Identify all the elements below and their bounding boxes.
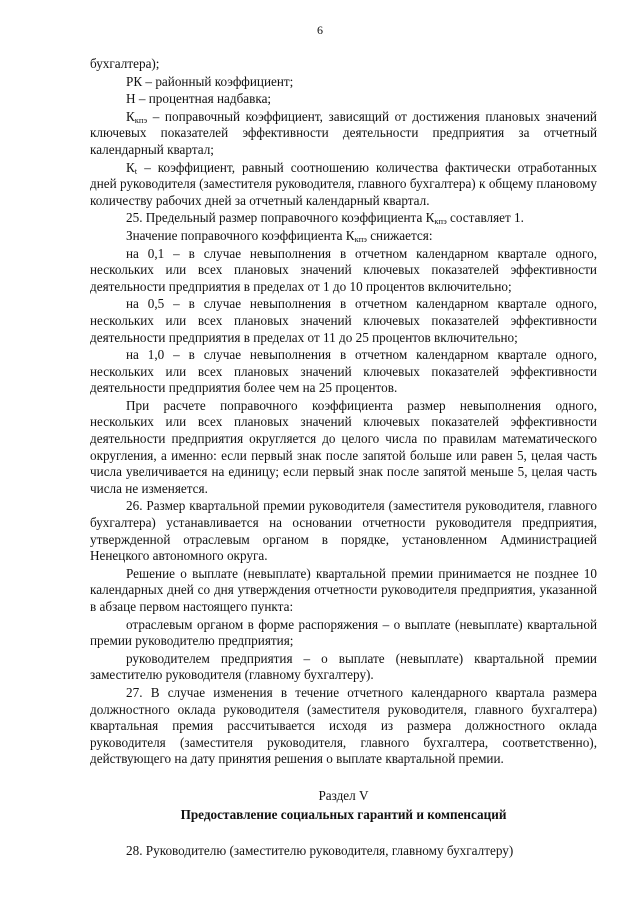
paragraph [90, 210, 597, 227]
paragraph: отраслевым органом в форме распоряжения – о выплате (невыплате) квартальной премии руководителю предприятия; [90, 616, 597, 649]
paragraph: на 0,1 – в случае невыполнения в отчетном календарном квартале одного, нескольких или всех плановых значений ключевых показателей эффективности деятельности предприятия в пределах от 1 до 10 процентов включительно; [90, 245, 597, 294]
paragraph: 27. В случае изменения в течение отчетного календарного квартала размера должностного оклада руководителя (заместителя руководителя, главного бухгалтера) квартальная премия рассчитывается исходя из размера должностного оклада руководителя (заместителя руководителя, главного бухгалтера, соответственно), действующего на дату принятия решения о выплате квартальной премии. [90, 684, 597, 767]
text-run: 25. Предельный размер поправочного коэффициента К [126, 210, 435, 226]
paragraph: 28. Руководителю (заместителю руководителя, главному бухгалтеру) [126, 843, 514, 859]
paragraph: на 0,5 – в случае невыполнения в отчетном календарном квартале одного, нескольких или всех плановых значений ключевых показателей эффективности деятельности предприятия в пределах от 11 до 25 процентов включительно; [90, 296, 597, 345]
text-run: К [126, 159, 135, 175]
paragraph: на 1,0 – в случае невыполнения в отчетном календарном квартале одного, нескольких или всех плановых значений ключевых показателей эффективности деятельности предприятия более чем на 25 процентов. [90, 347, 597, 396]
paragraph: При расчете поправочного коэффициента размер невыполнения одного, нескольких или всех плановых значений ключевых показателей эффективности деятельности предприятия округляется до целого числа по правилам математического округления, а именно: если первый знак после запятой больше или равен 5, целая часть числа увеличивается на единицу; если первый знак после запятой меньше 5, целая часть числа не изменяется. [90, 397, 597, 496]
section-label: Раздел V [318, 787, 369, 803]
document-body [90, 56, 597, 861]
paragraph: бухгалтера); [90, 56, 160, 71]
text-run: – поправочный коэффициент, зависящий от достижения плановых значений ключевых показателей эффективности деятельности предприятия за отчетный календарный квартал; [90, 108, 597, 157]
paragraph: руководителем предприятия – о выплате (невыплате) квартальной премии заместителю руководителя (главному бухгалтеру). [90, 650, 597, 683]
subscript: t [134, 165, 138, 176]
text-run: снижается: [366, 227, 433, 243]
paragraph: РК – районный коэффициент; [126, 73, 294, 89]
page-number: 6 [317, 23, 323, 37]
paragraph [90, 109, 597, 159]
subscript: кпэ [134, 114, 148, 125]
subscript: кпэ [434, 216, 447, 227]
subscript: кпэ [354, 233, 367, 244]
text-run: составляет 1. [446, 210, 524, 226]
paragraph: Н – процентная надбавка; [126, 91, 272, 107]
text-run: К [126, 108, 135, 124]
text-run: Значение поправочного коэффициента К [126, 227, 355, 243]
text-run: – коэффициент, равный соотношению количества фактически отработанных дней руководителя (заместителя руководителя, главного бухгалтера) к общему плановому количеству рабочих дней за отчетный календарный квартал. [90, 159, 597, 208]
paragraph: 26. Размер квартальной премии руководителя (заместителя руководителя, главного бухгалтера) устанавливается на основании отчетности руководителя предприятия, утвержденной отраслевым органом в порядке, установленном Администрацией Ненецкого автономного округа. [90, 498, 597, 564]
section-title: Предоставление социальных гарантий и компенсаций [180, 806, 507, 822]
paragraph [90, 228, 597, 245]
paragraph [90, 160, 597, 210]
paragraph: Решение о выплате (невыплате) квартальной премии принимается не позднее 10 календарных дней со дня утверждения отчетности руководителя предприятия, указанной в абзаце первом настоящего пункта: [90, 565, 597, 614]
